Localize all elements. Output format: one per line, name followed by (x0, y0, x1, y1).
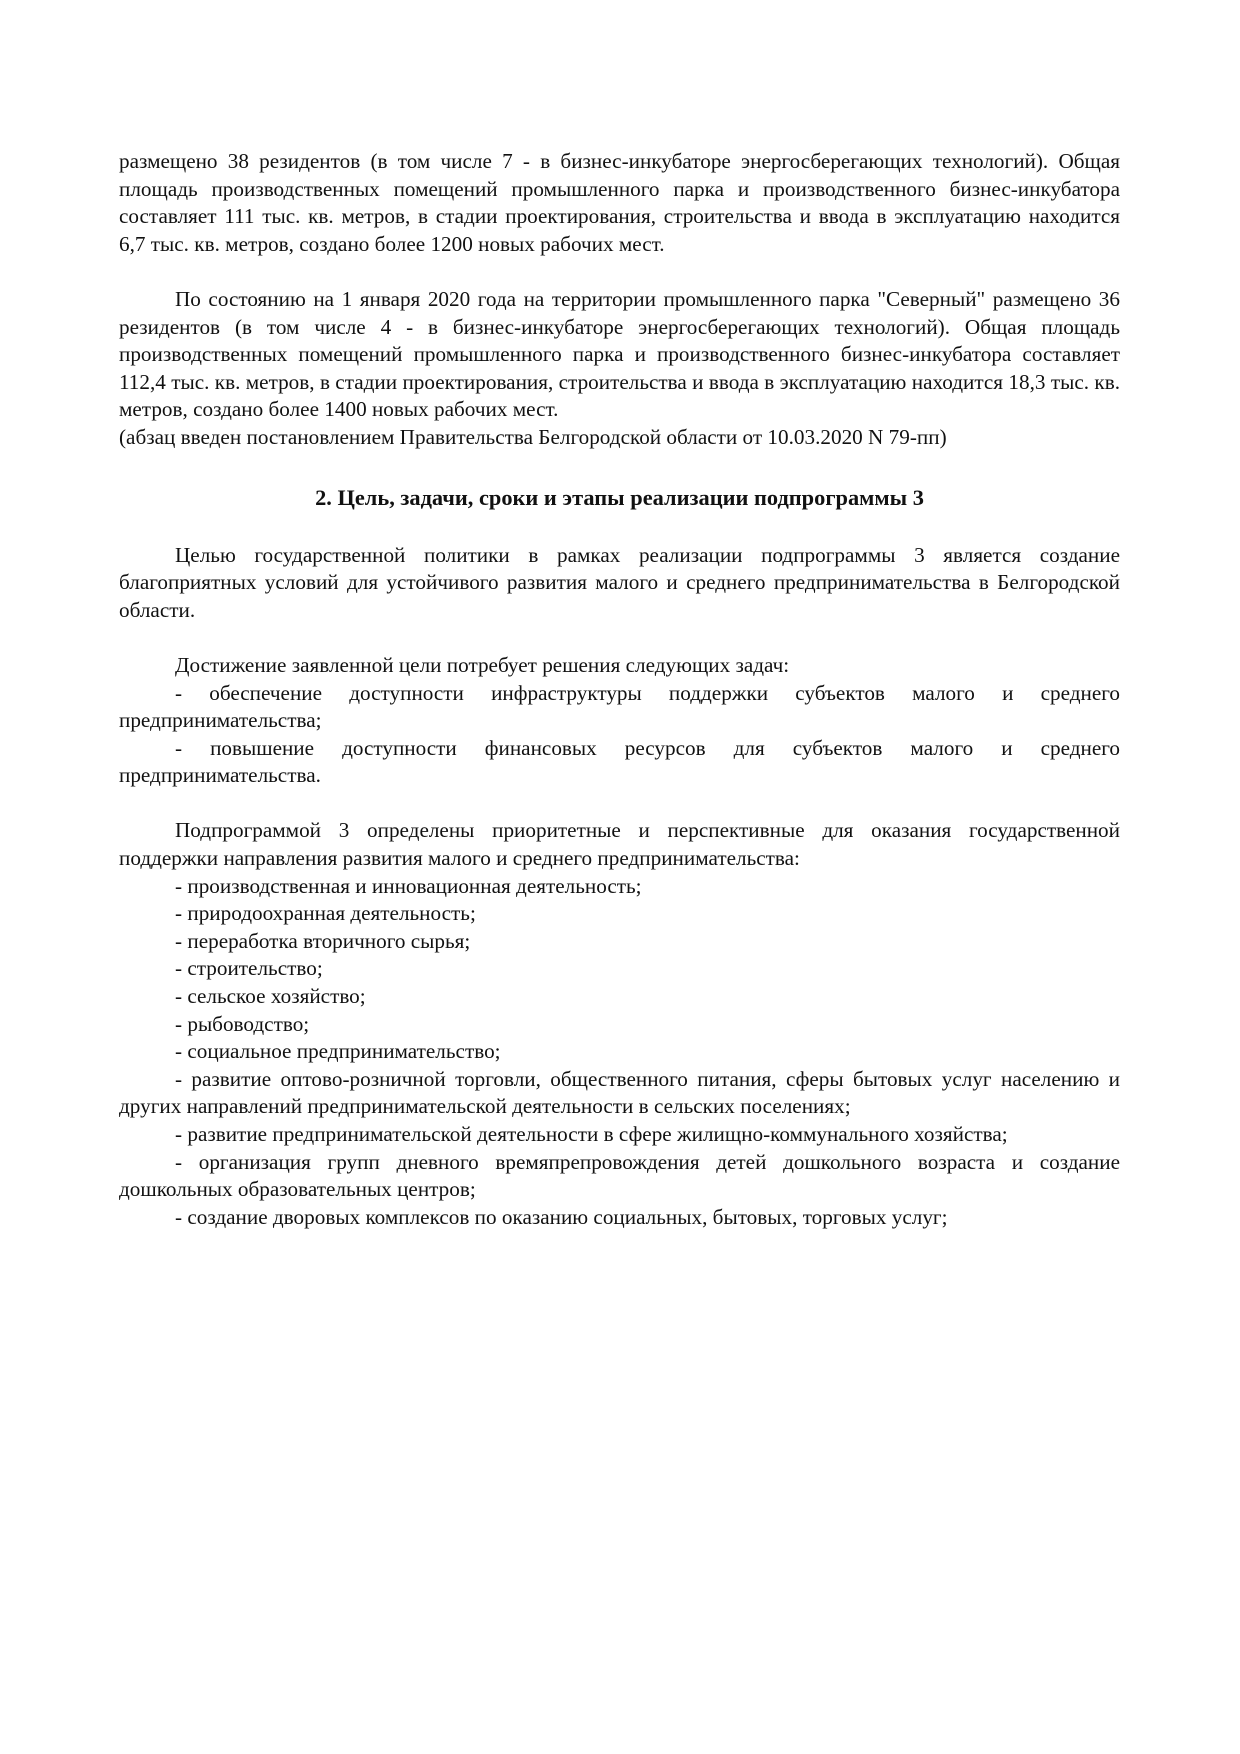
tasks-list (119, 680, 1120, 790)
section-heading: 2. Цель, задачи, сроки и этапы реализации подпрограммы 3 (315, 484, 924, 510)
direction-item: - создание дворовых комплексов по оказанию социальных, бытовых, торговых услуг; (175, 1204, 948, 1229)
directions-intro: Подпрограммой 3 определены приоритетные и перспективные для оказания государственной поддержки направления развития малого и среднего предпринимательства: (119, 818, 1120, 871)
direction-item: - организация групп дневного времяпрепровождения детей дошкольного возраста и создание дошкольных образовательных центров; (119, 1149, 1120, 1202)
task-item: - обеспечение доступности инфраструктуры поддержки субъектов малого и среднего предпринимательства; (119, 680, 1120, 733)
goal-paragraph: Целью государственной политики в рамках реализации подпрограммы 3 является создание благоприятных условий для устойчивого развития малого и среднего предпринимательства в Белгородской области. (119, 542, 1120, 622)
paragraph-residents-2020: По состоянию на 1 января 2020 года на территории промышленного парка "Северный" размещено 36 резидентов (в том числе 4 - в бизнес-инкубаторе энергосберегающих технологий). Общая площадь производственных помещений промышленного парка и производственного бизнес-инкубатора составляет 112,4 тыс. кв. метров, в стадии проектирования, строительства и ввода в эксплуатацию находится 18,3 тыс. кв. метров, создано более 1400 новых рабочих мест. (119, 286, 1120, 422)
direction-item: - природоохранная деятельность; (175, 901, 476, 926)
paragraph-residents-2019: размещено 38 резидентов (в том числе 7 - в бизнес-инкубаторе энергосберегающих технологий). Общая площадь производственных помещений промышленного парка и производственного бизнес-инкубатора составляет 111 тыс. кв. метров, в стадии проектирования, строительства и ввода в эксплуатацию находится 6,7 тыс. кв. метров, создано более 1200 новых рабочих мест. (119, 149, 1120, 256)
direction-item: - строительство; (175, 956, 323, 981)
amendment-note: (абзац введен постановлением Правительства Белгородской области от 10.03.2020 N 79-пп) (119, 424, 947, 449)
direction-item: - переработка вторичного сырья; (175, 928, 471, 953)
task-item: - повышение доступности финансовых ресурсов для субъектов малого и среднего предпринимательства. (119, 735, 1120, 788)
tasks-intro: Достижение заявленной цели потребует решения следующих задач: (175, 652, 790, 677)
direction-item: - производственная и инновационная деятельность; (175, 873, 642, 898)
direction-item: - рыбоводство; (175, 1011, 310, 1036)
direction-item: - развитие предпринимательской деятельности в сфере жилищно-коммунального хозяйства; (175, 1122, 1008, 1146)
direction-item: - социальное предпринимательство; (175, 1039, 501, 1064)
direction-item: - развитие оптово-розничной торговли, общественного питания, сферы бытовых услуг населению и других направлений предпринимательской деятельности в сельских поселениях; (119, 1066, 1120, 1119)
direction-item: - сельское хозяйство; (175, 984, 366, 1009)
document-page (119, 148, 1120, 1231)
directions-list (119, 873, 1120, 1232)
